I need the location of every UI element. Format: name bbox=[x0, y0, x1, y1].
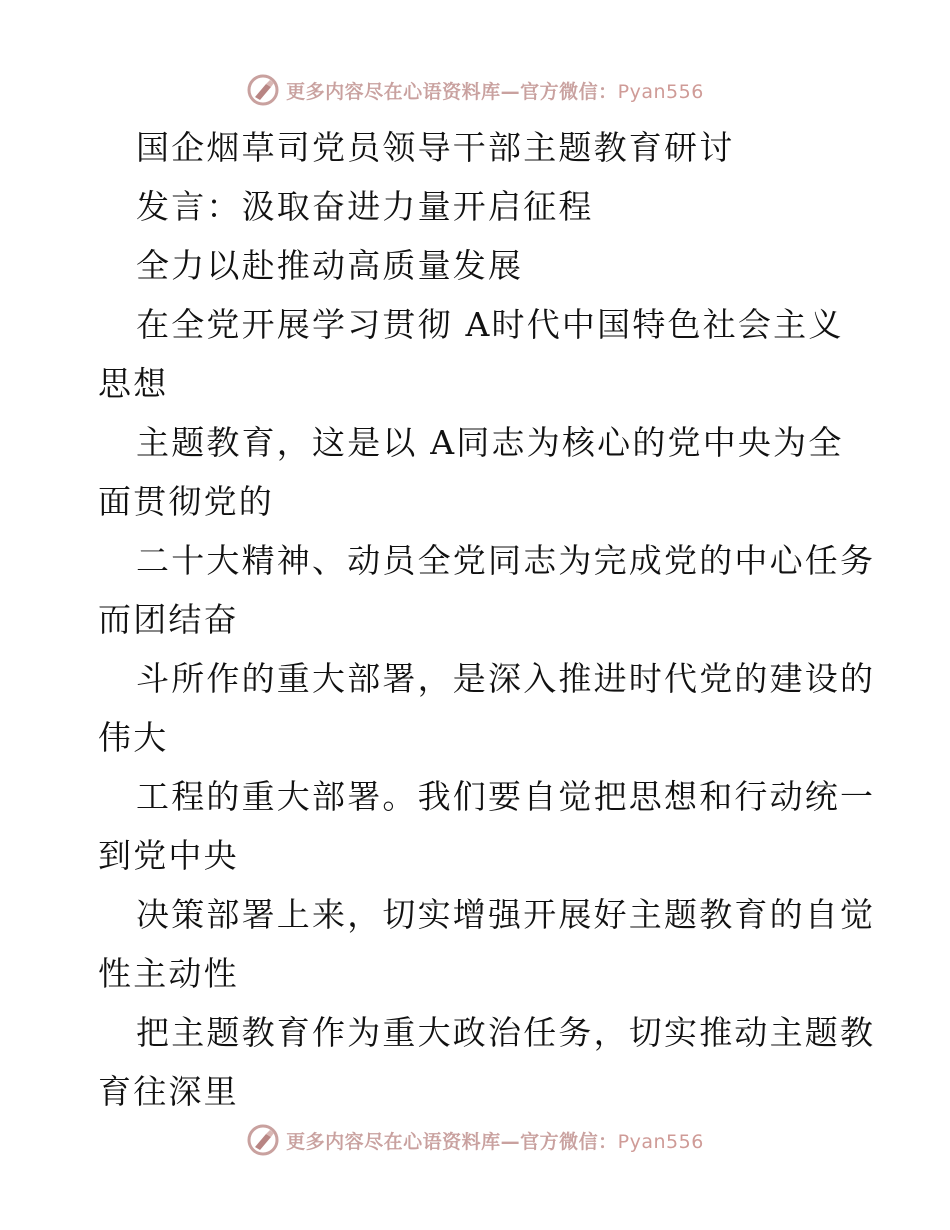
text-line: 在全党开展学习贯彻 A时代中国特色社会主义 bbox=[136, 305, 844, 344]
text-line: 主题教育，这是以 A同志为核心的党中央为全 bbox=[136, 423, 844, 462]
watermark-text: 更多内容尽在心语资料库—官方微信：Pyan556 bbox=[286, 80, 704, 103]
brand-logo-icon bbox=[246, 1123, 280, 1157]
watermark-wechat-id: Pyan556 bbox=[617, 80, 704, 103]
text-line: 把主题教育作为重大政治任务，切实推动主题教 bbox=[136, 1013, 876, 1052]
text-line: 工程的重大部署。我们要自觉把思想和行动统一 bbox=[136, 777, 876, 816]
text-line: 性主动性 bbox=[98, 954, 239, 993]
text-line: 二十大精神、动员全党同志为完成党的中心任务 bbox=[136, 541, 876, 580]
text-line: 思想 bbox=[98, 364, 169, 403]
text-line: 发言：汲取奋进力量开启征程 bbox=[136, 187, 594, 226]
text-line: 国企烟草司党员领导干部主题教育研讨 bbox=[136, 128, 735, 167]
text-line: 育往深里 bbox=[98, 1072, 239, 1111]
document-body bbox=[0, 118, 950, 1121]
text-line: 决策部署上来，切实增强开展好主题教育的自觉 bbox=[136, 895, 876, 934]
text-line: 全力以赴推动高质量发展 bbox=[136, 246, 524, 285]
watermark-text: 更多内容尽在心语资料库—官方微信：Pyan556 bbox=[286, 1130, 704, 1153]
text-line: 面贯彻党的 bbox=[98, 482, 274, 521]
header-watermark bbox=[0, 70, 950, 110]
footer-watermark bbox=[0, 1120, 950, 1160]
watermark-wechat-id: Pyan556 bbox=[617, 1130, 704, 1153]
text-line: 伟大 bbox=[98, 718, 169, 757]
text-line: 到党中央 bbox=[98, 836, 239, 875]
text-line: 而团结奋 bbox=[98, 600, 239, 639]
text-line: 斗所作的重大部署，是深入推进时代党的建设的 bbox=[136, 659, 876, 698]
brand-logo-icon bbox=[246, 73, 280, 107]
